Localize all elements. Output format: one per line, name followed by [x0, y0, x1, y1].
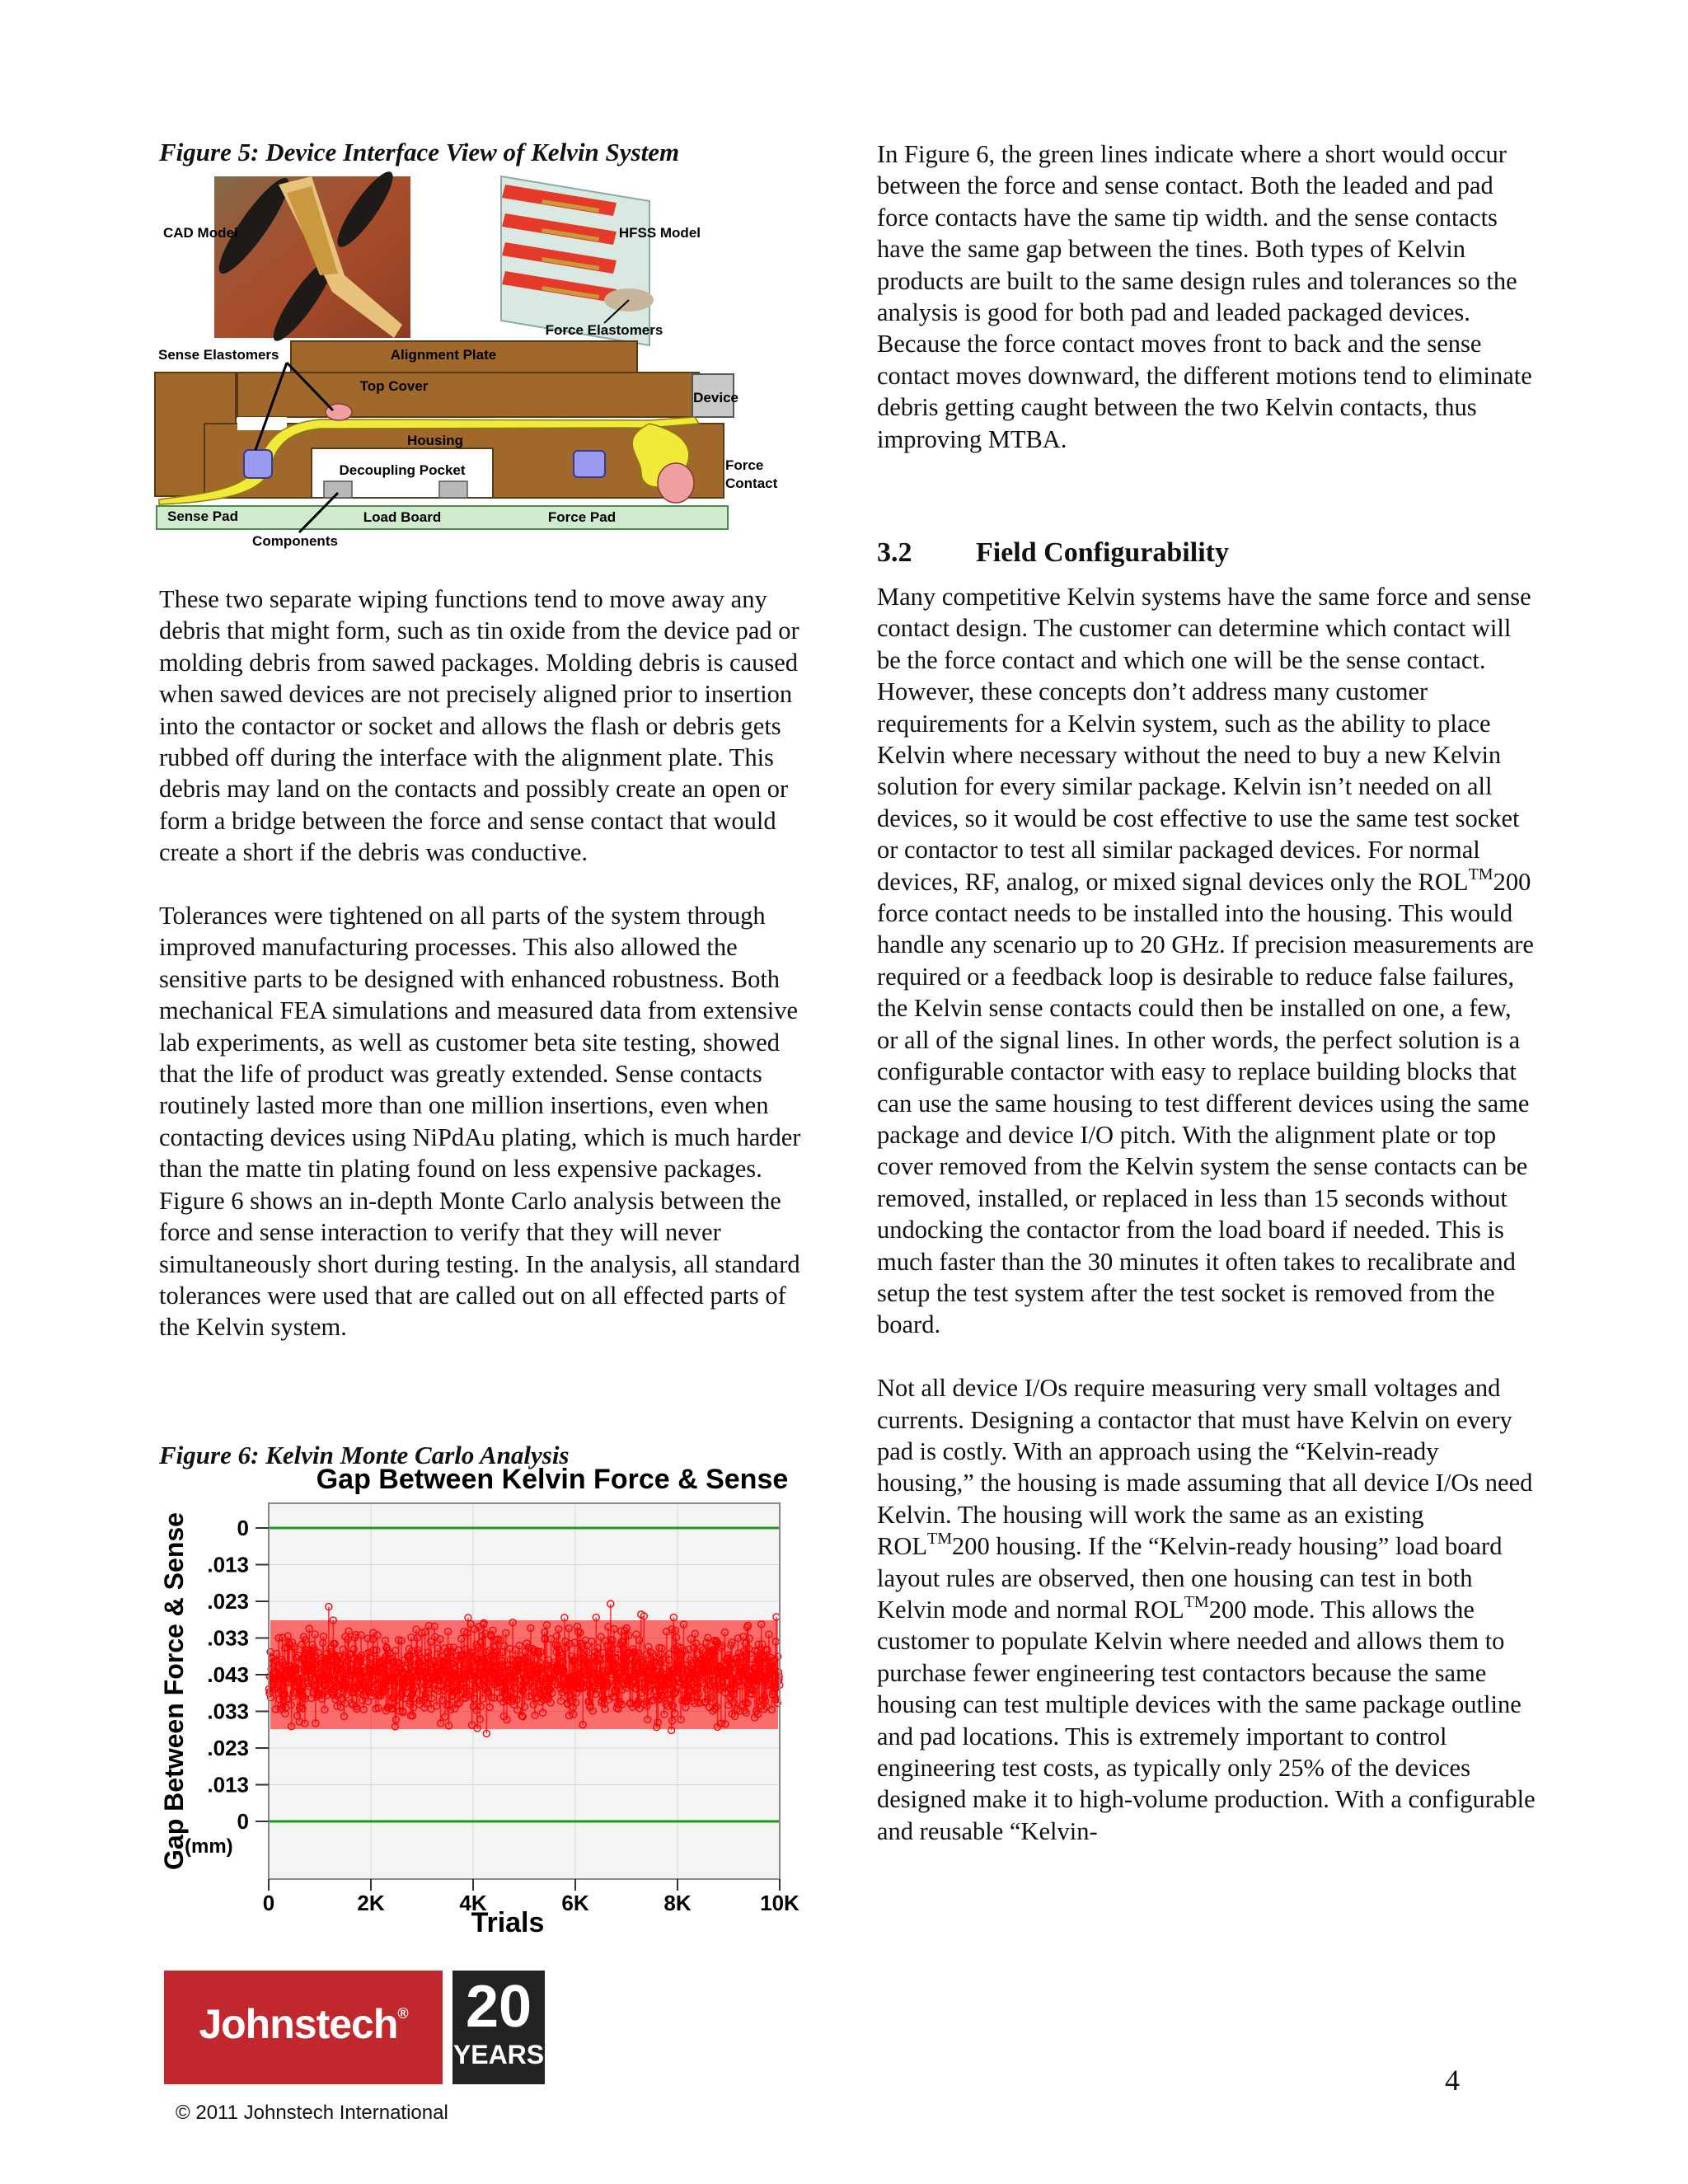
left-paragraph-2: Tolerances were tightened on all parts of the system through improved manufacturing processes. This also allowed the sensitive parts to be designed with enhanced robustness. Both mechanical FEA simulations and measured data from extensive lab experiments, as well as customer beta site testing, showed that the life of product was greatly extended. Sense contacts routinely lasted more than one million insertions, even when contacting devices using NiPdAu plating, which is much harder than the matte tin plating found on less expensive packages. Figure 6 shows an in-depth Monte Carlo analysis between the force and sense interaction to verify that they will never simultaneously short during testing. In the analysis, all standard tolerances were used that are called out on all effected parts of the Kelvin system.	[159, 902, 801, 1342]
dense-trial-band	[270, 1620, 778, 1729]
force-contact-label: Force Contact	[725, 457, 778, 491]
section-title: Field Configurability	[976, 537, 1229, 568]
y-axis-unit: (mm)	[185, 1835, 233, 1858]
y-tick-label: .023	[207, 1736, 249, 1760]
load-board-label: Load Board	[363, 509, 442, 525]
decoupling-pocket-label: Decoupling Pocket	[339, 462, 466, 478]
figure6-chart	[155, 1460, 806, 1938]
y-tick-label: 0	[237, 1516, 249, 1540]
section-heading	[877, 537, 1229, 569]
y-tick-label: 0	[237, 1809, 249, 1834]
device-label: Device	[693, 390, 738, 405]
right-paragraph-1: In Figure 6, the green lines indicate where a short would occur between the force and sense contact. Both the leaded and pad force contacts have the same tip width. and the sense contacts have the same gap between the tines. Both types of Kelvin products are built to the same design rules and tolerances so the analysis is good for both pad and leaded packaged devices. Because the force contact moves front to back and the sense contact moves downward, the different motions tend to eliminate debris getting caught between the two Kelvin contacts, thus improving MTBA.	[877, 140, 1532, 453]
y-tick-label: .043	[207, 1662, 249, 1687]
section-number: 3.2	[877, 537, 912, 568]
monte-carlo-chart	[155, 1460, 806, 1938]
components-label: Components	[252, 533, 338, 549]
y-tick-label: .013	[207, 1772, 249, 1797]
left-paragraph-1: These two separate wiping functions tend to move away any debris that might form, such as tin oxide from the device pad or molding debris from sawed packages. Molding debris is caused when sawed devices are not precisely aligned prior to insertion into the contactor or socket and allows the flash or debris gets rubbed off during the interface with the alignment plate. This debris may land on the contacts and possibly create an open or form a bridge between the force and sense contact that would create a short if the debris was conductive.	[159, 585, 799, 867]
cad-model-label: CAD Model	[163, 225, 238, 241]
kelvin-interface-diagram	[155, 176, 778, 549]
figure6-caption: Figure 6: Kelvin Monte Carlo Analysis	[159, 1441, 570, 1469]
right-column-top	[877, 138, 1536, 455]
alignment-plate-label: Alignment Plate	[390, 347, 497, 363]
y-axis-ticks	[207, 1516, 269, 1834]
copyright-text: © 2011 Johnstech International	[176, 2102, 448, 2124]
y-tick-label: .023	[207, 1589, 249, 1614]
x-tick-label: 0	[262, 1891, 275, 1915]
logo-registered: ®	[397, 2005, 408, 2022]
sense-pad-label: Sense Pad	[167, 509, 238, 524]
y-axis-label: Gap Between Force & Sense	[159, 1512, 189, 1870]
twenty-years-badge	[452, 1971, 545, 2084]
right-paragraph-3: Not all device I/Os require measuring very small voltages and currents. Designing a contactor that must have Kelvin on every pad is costly. With an approach using the “Kelvin-ready housing,” the housing is made assuming that all device I/Os need Kelvin. The housing will work the same as an existing ROL™200 housing. If the “Kelvin-ready housing” load board layout rules are observed, then one housing can test in both Kelvin mode and normal ROL™200 mode. This allows the customer to populate Kelvin where needed and allows them to purchase fewer engineering test contactors because the same housing can test multiple devices with the same package outline and pad locations. This is extremely important to control engineering test costs, as typically only 25% of the devices designed make it to high-volume production. With a configurable and reusable “Kelvin-	[877, 1374, 1536, 1845]
y-tick-label: .013	[207, 1552, 249, 1577]
cad-model-render	[210, 166, 410, 347]
years-label: YEARS	[452, 2040, 545, 2069]
x-tick-label: 2K	[357, 1891, 385, 1915]
johnstech-logo	[164, 1971, 443, 2084]
x-axis-label: Trials	[471, 1907, 545, 1938]
housing-label: Housing	[407, 433, 463, 448]
x-tick-label: 8K	[663, 1891, 692, 1915]
y-tick-label: .033	[207, 1625, 249, 1651]
x-tick-label: 10K	[760, 1891, 799, 1915]
chart-title: Gap Between Kelvin Force & Sense	[316, 1464, 789, 1495]
hfss-model-label: HFSS Model	[618, 225, 701, 241]
right-column-body	[877, 581, 1536, 1847]
chart-points	[265, 1601, 782, 1736]
logo-wordmark: Johnstech	[199, 2001, 398, 2047]
figure5-diagram	[155, 176, 778, 549]
sense-elastomers-label: Sense Elastomers	[158, 347, 279, 363]
years-number: 20	[465, 1974, 532, 2040]
figure5-caption: Figure 5: Device Interface View of Kelvin System	[159, 138, 680, 166]
right-paragraph-2: Many competitive Kelvin systems have the same force and sense contact design. The customer can determine which contact will be the force contact and which one will be the sense contact. However, these concepts don’t address many customer requirements for a Kelvin system, such as the ability to place Kelvin where necessary without the need to buy a new Kelvin solution for every similar package. Kelvin isn’t needed on all devices, so it would be cost effective to use the same test socket or contactor to test all similar packaged devices. For normal devices, RF, analog, or mixed signal devices only the ROL™200 force contact needs to be installed into the housing. This would handle any scenario up to 20 GHz. If precision measurements are required or a feedback loop is desirable to reduce false failures, the Kelvin sense contacts could then be installed on one, a few, or all of the signal lines. In other words, the perfect solution is a configurable contactor with easy to replace building blocks that can use the same housing to test different devices using the same package and device I/O pitch. With the alignment plate or top cover removed from the Kelvin system the sense contacts can be removed, installed, or replaced in less than 15 seconds without undocking the contactor from the load board if needed. This is much faster than the 30 minutes it often takes to recalibrate and setup the test system after the test socket is removed from the board.	[877, 583, 1534, 1339]
page-number: 4	[1445, 2064, 1460, 2097]
top-cover-label: Top Cover	[359, 378, 429, 394]
force-pad-label: Force Pad	[547, 509, 617, 525]
x-tick-label: 6K	[561, 1891, 589, 1915]
x-tick-label: 4K	[459, 1891, 487, 1915]
force-elastomers-label: Force Elastomers	[545, 322, 663, 338]
hfss-model-render	[501, 176, 654, 345]
left-column	[159, 583, 810, 1343]
y-tick-label: .033	[207, 1699, 249, 1724]
